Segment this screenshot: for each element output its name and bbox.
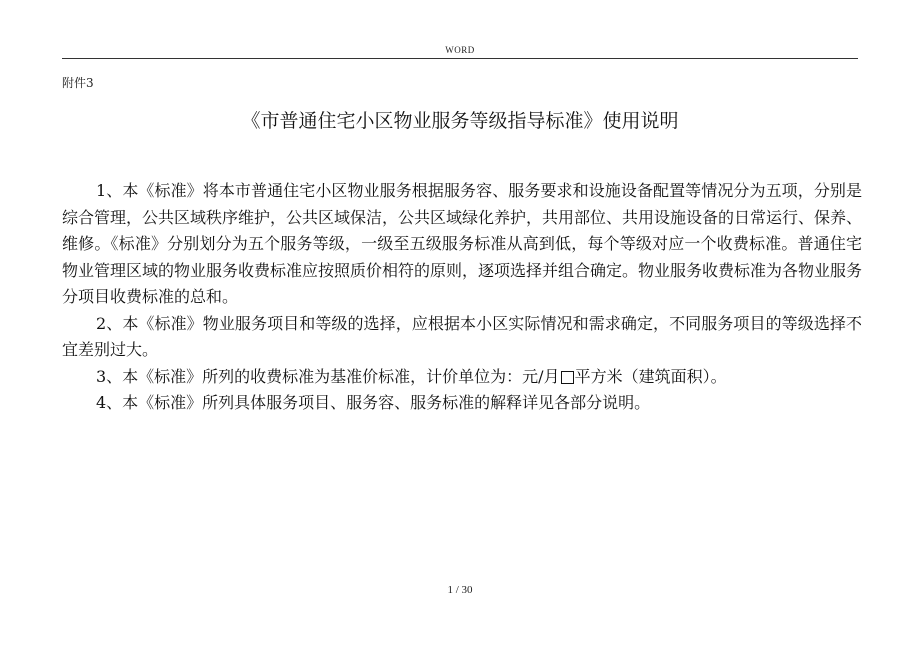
paragraph-3 bbox=[62, 364, 862, 391]
paragraph-2: 2、本《标准》物业服务项目和等级的选择，应根据本小区实际情况和需求确定，不同服务项目的等级选择不宜差别过大。 bbox=[62, 313, 862, 359]
paragraph-4: 4、本《标准》所列具体服务项目、服务容、服务标准的解释详见各部分说明。 bbox=[96, 393, 651, 412]
header-rule bbox=[62, 58, 858, 59]
document-body bbox=[62, 178, 862, 417]
paragraph-1: 1、本《标准》将本市普通住宅小区物业服务根据服务容、服务要求和设施设备配置等情况分为五项，分别是综合管理，公共区域秩序维护，公共区域保洁，公共区域绿化养护，共用部位、共用设施设备的日常运行、保养、维修。《标准》分别划分为五个服务等级，一级至五级服务标准从高到低，每个等级对应一个收费标准。普通住宅物业管理区域的物业服务收费标准应按照质价相符的原则，逐项选择并组合确定。物业服务收费标准为各物业服务分项目收费标准的总和。 bbox=[62, 181, 863, 306]
unit-box-glyph bbox=[561, 371, 574, 384]
paragraph-3-text-after: 平方米（建筑面积）。 bbox=[574, 366, 727, 386]
paragraph-3-text-before: 3、本《标准》所列的收费标准为基准价标准，计价单位为：元/月 bbox=[96, 366, 560, 386]
attachment-label: 附件3 bbox=[62, 76, 94, 90]
header-label: WORD bbox=[445, 45, 475, 55]
document-title: 《市普通住宅小区物业服务等级指导标准》使用说明 bbox=[241, 110, 679, 132]
page-number: 1 / 30 bbox=[447, 584, 473, 596]
